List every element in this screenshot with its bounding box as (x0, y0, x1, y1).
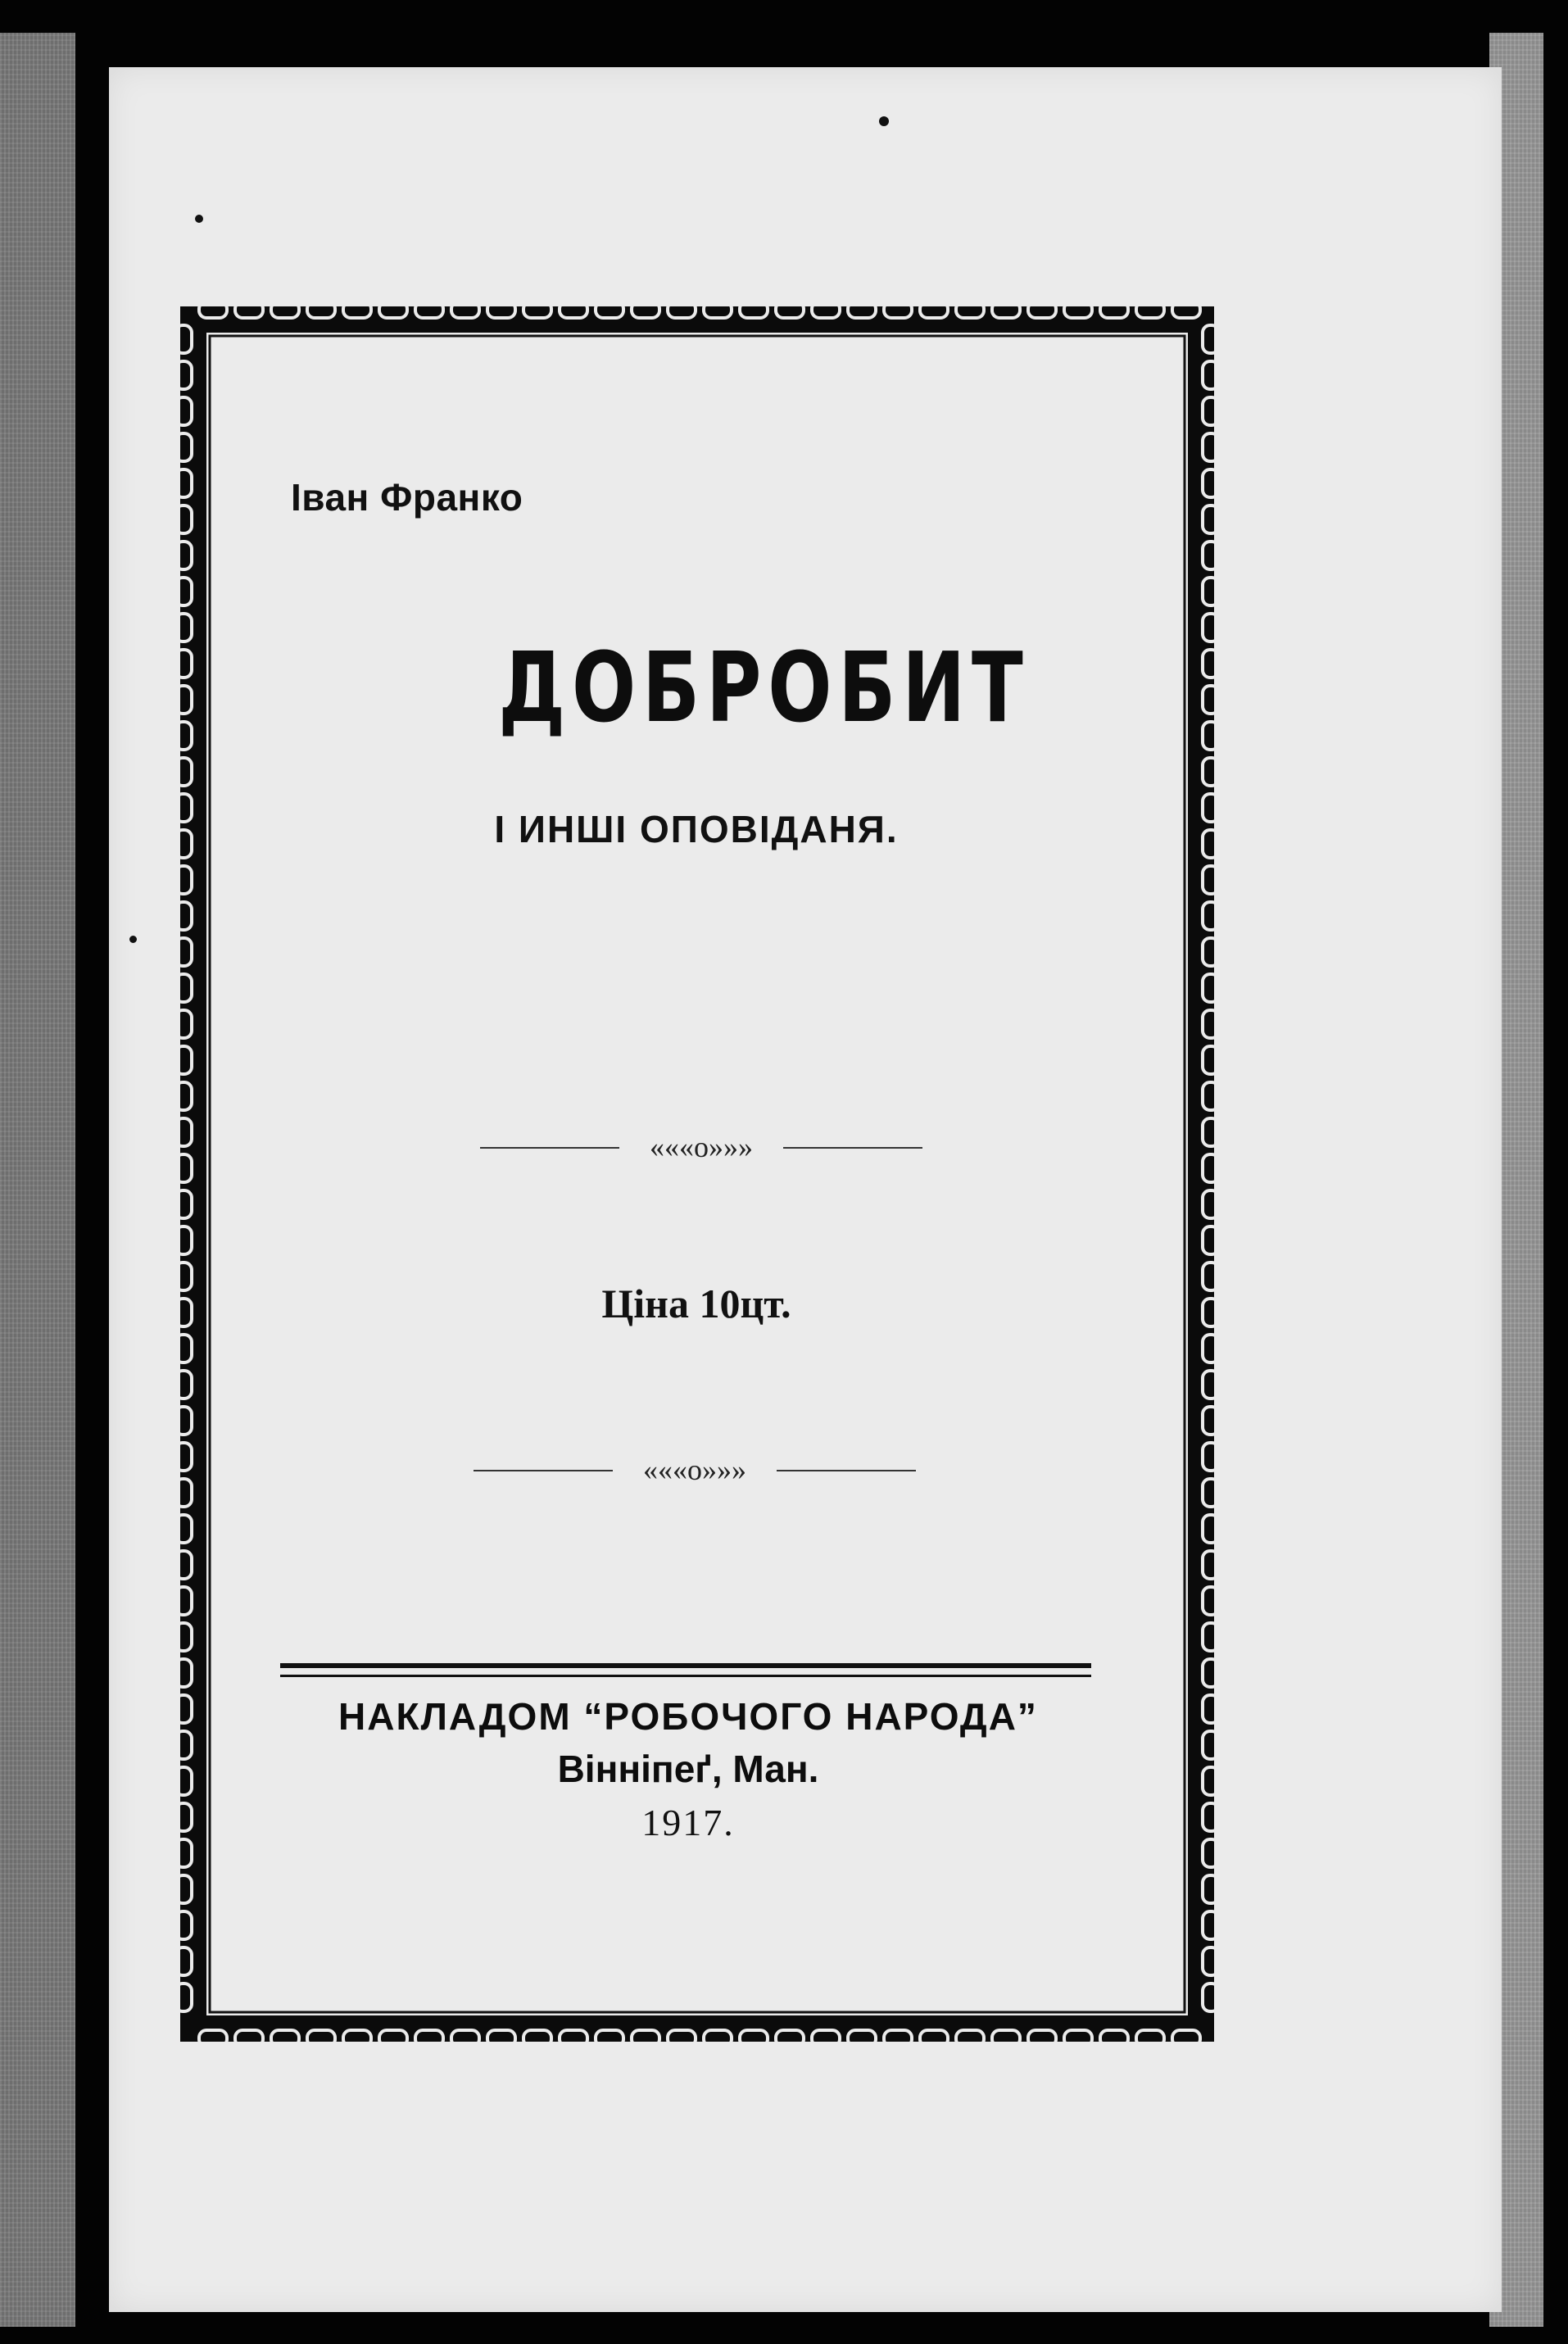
publisher-rule-thick (280, 1663, 1091, 1668)
ornament-glyphs: «««о»»» (643, 1453, 746, 1486)
publisher-imprint: НАКЛАДОМ “РОБОЧОГО НАРОДА” (338, 1695, 1038, 1738)
publication-year: 1917. (641, 1802, 735, 1843)
ornament-divider-bottom (474, 1453, 916, 1486)
ink-speck (195, 215, 203, 223)
ink-speck (129, 936, 137, 943)
divider-rule (777, 1470, 916, 1471)
book-title: ДОБРОБИТ (498, 631, 1030, 744)
publisher-rule-thin (280, 1675, 1091, 1677)
book-spine-cloth (0, 33, 75, 2327)
ornament-glyphs: «««о»»» (650, 1131, 753, 1163)
divider-rule (480, 1147, 619, 1149)
book-subtitle: І ИНШІ ОПОВІДАНЯ. (494, 808, 899, 850)
ornament-divider-top (480, 1131, 922, 1163)
divider-rule (474, 1470, 613, 1471)
author-name: Іван Франко (291, 476, 523, 519)
divider-rule (783, 1147, 922, 1149)
ink-speck (879, 116, 889, 126)
price-label: Ціна 10цт. (601, 1281, 791, 1326)
publication-city: Вінніпеґ, Ман. (557, 1748, 819, 1790)
